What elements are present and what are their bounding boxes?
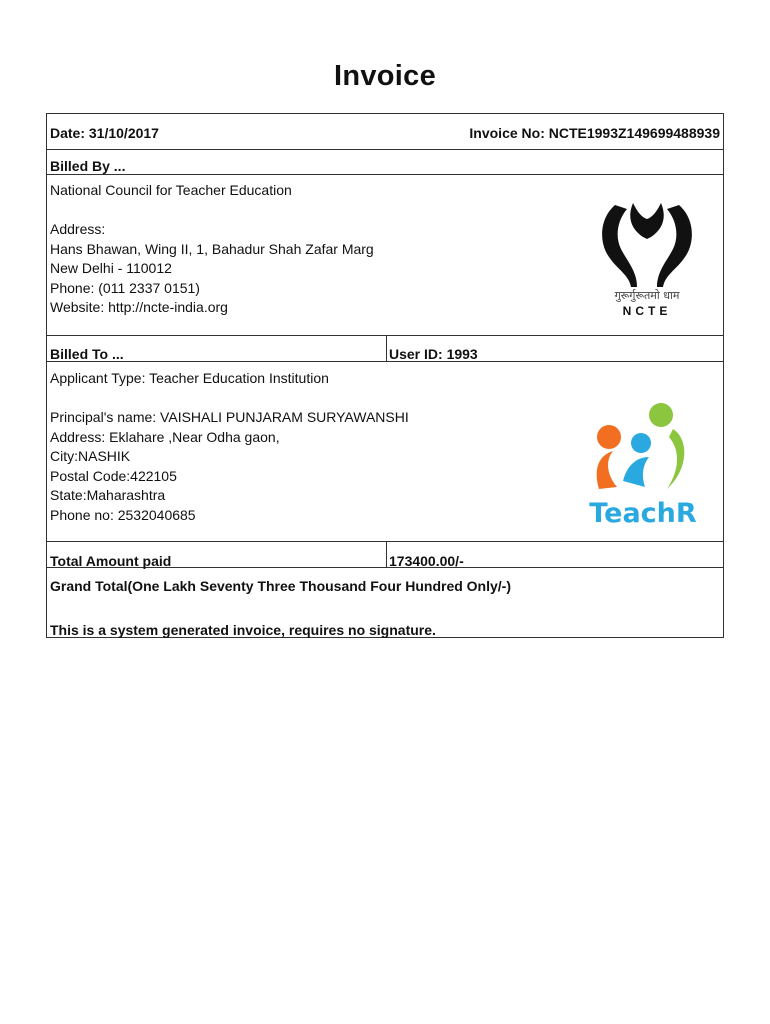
website: Website: http://ncte-india.org <box>50 299 228 315</box>
divider <box>47 149 723 150</box>
divider <box>386 335 387 361</box>
divider <box>47 541 723 542</box>
svg-text:TeachR: TeachR <box>589 498 697 527</box>
divider <box>47 361 723 362</box>
invoice-table <box>46 113 724 638</box>
total-amount: 173400.00/- <box>389 553 464 569</box>
phone: Phone: (011 2337 0151) <box>50 279 200 296</box>
applicant-state: State:Maharashtra <box>50 487 166 503</box>
svg-text:NCTE: NCTE <box>622 304 672 318</box>
address-line-2: New Delhi - 110012 <box>50 260 172 276</box>
total-label: Total Amount paid <box>50 553 172 569</box>
billed-by-details <box>50 181 374 318</box>
principal-name: Principal's name: VAISHALI PUNJARAM SURYAWANSHI <box>50 409 409 425</box>
divider <box>386 541 387 567</box>
ncte-logo <box>587 199 707 319</box>
applicant-city: City:NASHIK <box>50 448 131 464</box>
address-label: Address: <box>50 221 106 237</box>
applicant-postal-code: Postal Code:422105 <box>50 467 177 484</box>
address-line-1: Hans Bhawan, Wing II, 1, Bahadur Shah Zafar Marg <box>50 240 374 257</box>
svg-text:गुरूर्गुरूतमो धाम: गुरूर्गुरूतमो धाम <box>614 289 680 302</box>
invoice-date: Date: 31/10/2017 <box>50 125 159 141</box>
grand-total-words: Grand Total(One Lakh Seventy Three Thousand Four Hundred Only/-) <box>50 578 512 594</box>
divider <box>47 174 723 175</box>
system-note: This is a system generated invoice, requires no signature. <box>50 622 436 638</box>
ncte-emblem-icon <box>587 199 707 319</box>
invoice-title: Invoice <box>333 60 437 92</box>
teachr-logo <box>583 399 708 527</box>
divider <box>47 335 723 336</box>
billed-to-details <box>50 369 409 525</box>
applicant-phone: Phone no: 2532040685 <box>50 506 196 523</box>
applicant-type: Applicant Type: Teacher Education Institution <box>50 370 329 386</box>
billed-by-heading: Billed By ... <box>50 158 126 174</box>
org-name: National Council for Teacher Education <box>50 182 292 198</box>
user-id: User ID: 1993 <box>389 346 478 362</box>
teachr-emblem-icon <box>583 399 708 527</box>
billed-to-heading: Billed To ... <box>50 346 124 362</box>
applicant-address: Address: Eklahare ,Near Odha gaon, <box>50 428 280 445</box>
invoice-number: Invoice No: NCTE1993Z149699488939 <box>469 125 720 141</box>
